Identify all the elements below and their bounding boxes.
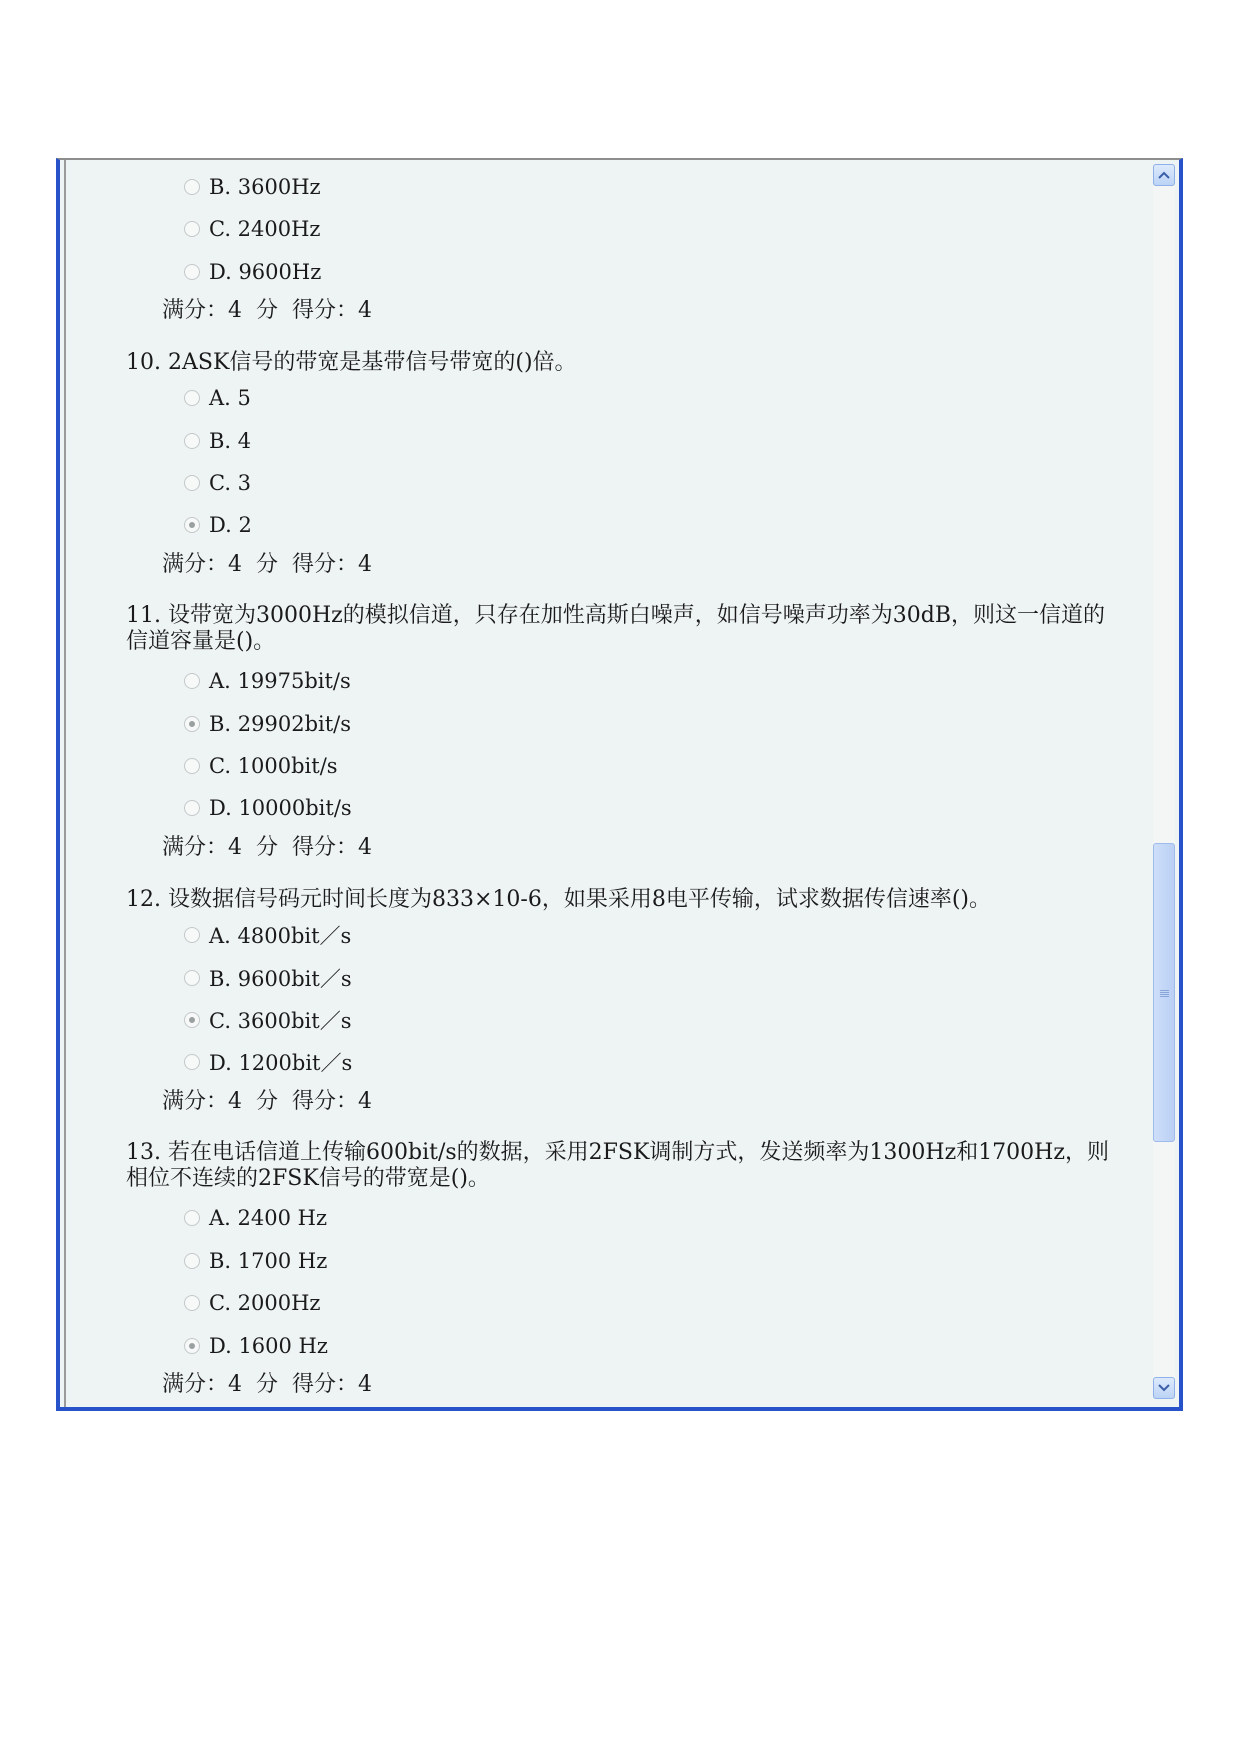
chevron-up-icon bbox=[1158, 171, 1170, 179]
quiz-content bbox=[66, 160, 1145, 1407]
radio-button-checked[interactable] bbox=[184, 1338, 200, 1354]
radio-button[interactable] bbox=[184, 673, 200, 689]
scrollbar-track[interactable] bbox=[1153, 186, 1175, 1381]
radio-button[interactable] bbox=[184, 1253, 200, 1269]
q13-option-d[interactable]: D. 1600 Hz bbox=[184, 1331, 328, 1361]
q13-option-c[interactable]: C. 2000Hz bbox=[184, 1288, 321, 1318]
vertical-scrollbar[interactable] bbox=[1151, 160, 1179, 1407]
q11-option-c[interactable]: C. 1000bit/s bbox=[184, 751, 338, 781]
radio-button[interactable] bbox=[184, 1295, 200, 1311]
radio-button[interactable] bbox=[184, 390, 200, 406]
q12-option-b[interactable]: B. 9600bit／s bbox=[184, 963, 352, 993]
q11-score: 满分：4 分 得分：4 bbox=[162, 835, 373, 860]
radio-button[interactable] bbox=[184, 800, 200, 816]
q11-text: 11. 设带宽为3000Hz的模拟信道，只存在加性高斯白噪声，如信号噪声功率为30dB，则这一信道的信道容量是()。 bbox=[126, 603, 1106, 654]
radio-button[interactable] bbox=[184, 927, 200, 943]
radio-button-checked[interactable] bbox=[184, 517, 200, 533]
grip-line bbox=[1160, 992, 1169, 993]
q9-option-d[interactable]: D. 9600Hz bbox=[184, 257, 321, 287]
quiz-panel bbox=[64, 160, 1179, 1407]
radio-button[interactable] bbox=[184, 1054, 200, 1070]
q12-option-c[interactable]: C. 3600bit／s bbox=[184, 1005, 352, 1035]
q12-text: 12. 设数据信号码元时间长度为833×10-6，如果采用8电平传输，试求数据传信速率()。 bbox=[126, 887, 992, 912]
grip-line bbox=[1160, 996, 1169, 997]
q10-option-b[interactable]: B. 4 bbox=[184, 426, 251, 456]
quiz-frame bbox=[56, 158, 1183, 1411]
q13-score: 满分：4 分 得分：4 bbox=[162, 1372, 373, 1397]
q13-text: 13. 若在电话信道上传输600bit/s的数据，采用2FSK调制方式，发送频率为1300Hz和1700Hz，则相位不连续的2FSK信号的带宽是()。 bbox=[126, 1140, 1109, 1191]
radio-button[interactable] bbox=[184, 179, 200, 195]
q12-option-d[interactable]: D. 1200bit／s bbox=[184, 1047, 352, 1077]
radio-button[interactable] bbox=[184, 970, 200, 986]
q13-option-a[interactable]: A. 2400 Hz bbox=[184, 1203, 327, 1233]
q11-option-a[interactable]: A. 19975bit/s bbox=[184, 666, 351, 696]
q10-option-d[interactable]: D. 2 bbox=[184, 510, 252, 540]
q11-option-d[interactable]: D. 10000bit/s bbox=[184, 793, 352, 823]
radio-button-checked[interactable] bbox=[184, 1012, 200, 1028]
radio-button[interactable] bbox=[184, 1210, 200, 1226]
q10-score: 满分：4 分 得分：4 bbox=[162, 552, 373, 577]
scrollbar-thumb[interactable] bbox=[1153, 843, 1175, 1142]
q10-option-a[interactable]: A. 5 bbox=[184, 383, 251, 413]
radio-button[interactable] bbox=[184, 758, 200, 774]
scroll-down-button[interactable] bbox=[1153, 1377, 1175, 1399]
q11-option-b[interactable]: B. 29902bit/s bbox=[184, 709, 351, 739]
q9-option-b[interactable]: B. 3600Hz bbox=[184, 172, 321, 202]
grip-line bbox=[1160, 994, 1169, 995]
q10-text: 10. 2ASK信号的带宽是基带信号带宽的()倍。 bbox=[126, 350, 577, 375]
radio-button[interactable] bbox=[184, 221, 200, 237]
radio-button[interactable] bbox=[184, 264, 200, 280]
q9-score: 满分：4 分 得分：4 bbox=[162, 298, 373, 323]
q9-option-c[interactable]: C. 2400Hz bbox=[184, 214, 321, 244]
q12-score: 满分：4 分 得分：4 bbox=[162, 1089, 373, 1114]
q10-option-c[interactable]: C. 3 bbox=[184, 468, 251, 498]
q12-option-a[interactable]: A. 4800bit／s bbox=[184, 920, 351, 950]
q13-option-b[interactable]: B. 1700 Hz bbox=[184, 1246, 327, 1276]
scroll-up-button[interactable] bbox=[1153, 164, 1175, 186]
radio-button-checked[interactable] bbox=[184, 716, 200, 732]
chevron-down-icon bbox=[1158, 1384, 1170, 1392]
radio-button[interactable] bbox=[184, 433, 200, 449]
grip-line bbox=[1160, 990, 1169, 991]
radio-button[interactable] bbox=[184, 475, 200, 491]
